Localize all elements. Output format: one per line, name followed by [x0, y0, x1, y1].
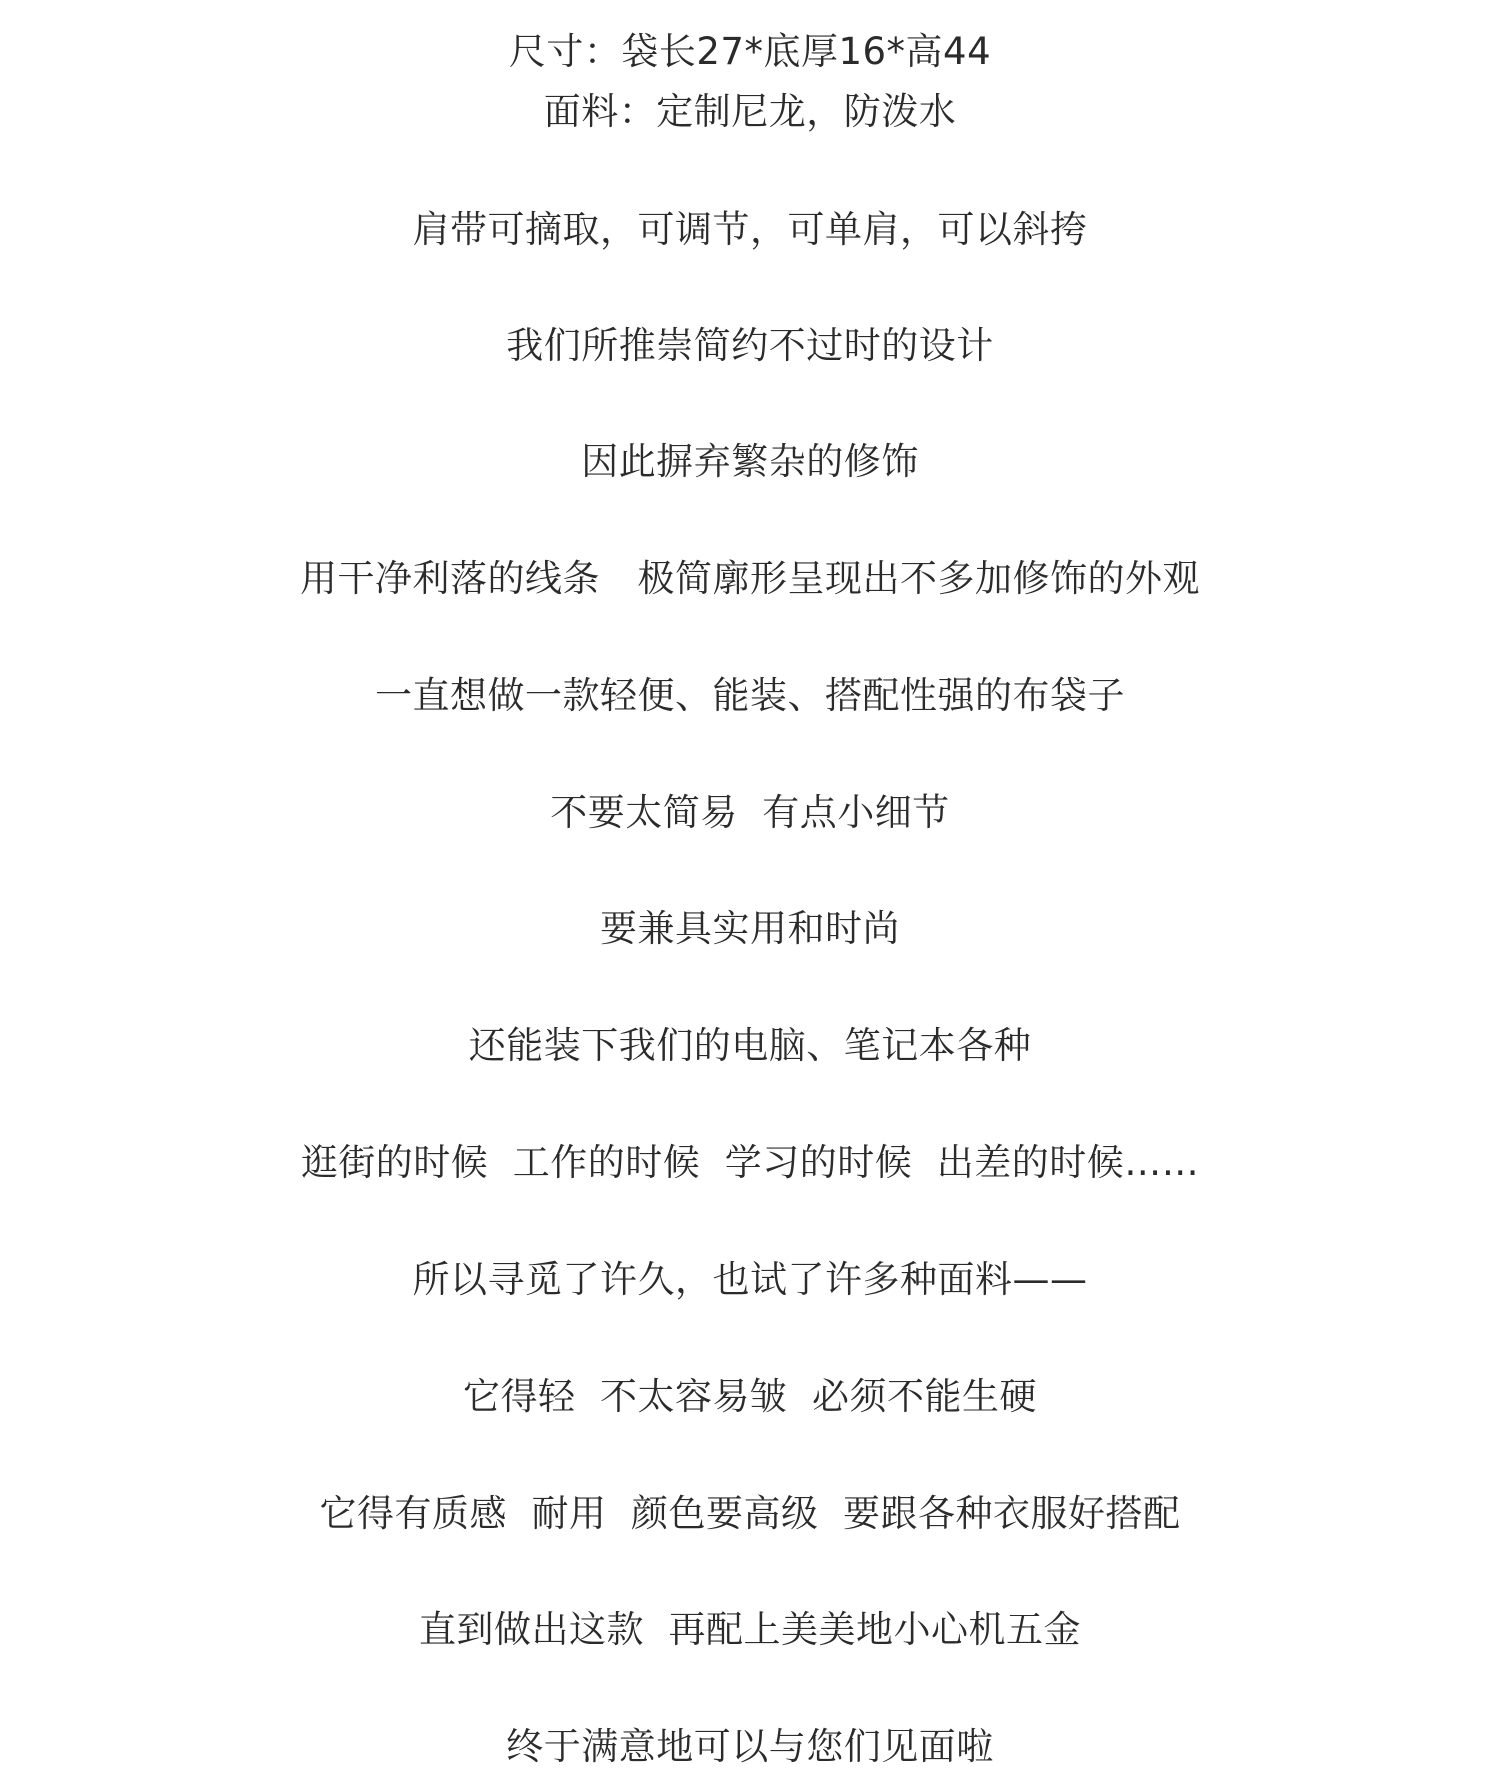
text-line: 要兼具实用和时尚: [600, 907, 900, 950]
text-line-strap: 肩带可摘取，可调节，可单肩，可以斜挎: [412, 208, 1088, 251]
text-line: 逛街的时候 工作的时候 学习的时候 出差的时候……: [300, 1141, 1200, 1184]
text-line-size: 尺寸：袋长27*底厚16*高44: [508, 30, 992, 73]
text-line: 直到做出这款 再配上美美地小心机五金: [418, 1608, 1082, 1651]
text-line: 一直想做一款轻便、能装、搭配性强的布袋子: [375, 674, 1125, 717]
text-line: 它得有质感 耐用 颜色要高级 要跟各种衣服好搭配: [319, 1492, 1181, 1535]
text-line: 终于满意地可以与您们见面啦: [506, 1725, 994, 1768]
text-line-fabric: 面料：定制尼龙，防泼水: [543, 90, 957, 133]
text-line: 我们所推崇简约不过时的设计: [506, 324, 994, 367]
text-line: 所以寻觅了许久，也试了许多种面料——: [412, 1258, 1088, 1301]
text-line: 它得轻 不太容易皱 必须不能生硬: [462, 1375, 1038, 1418]
text-line: 还能装下我们的电脑、笔记本各种: [468, 1024, 1032, 1067]
text-line: 用干净利落的线条 极简廓形呈现出不多加修饰的外观: [300, 557, 1200, 600]
text-line: 不要太简易 有点小细节: [550, 791, 950, 834]
text-line: 因此摒弃繁杂的修饰: [581, 440, 919, 483]
